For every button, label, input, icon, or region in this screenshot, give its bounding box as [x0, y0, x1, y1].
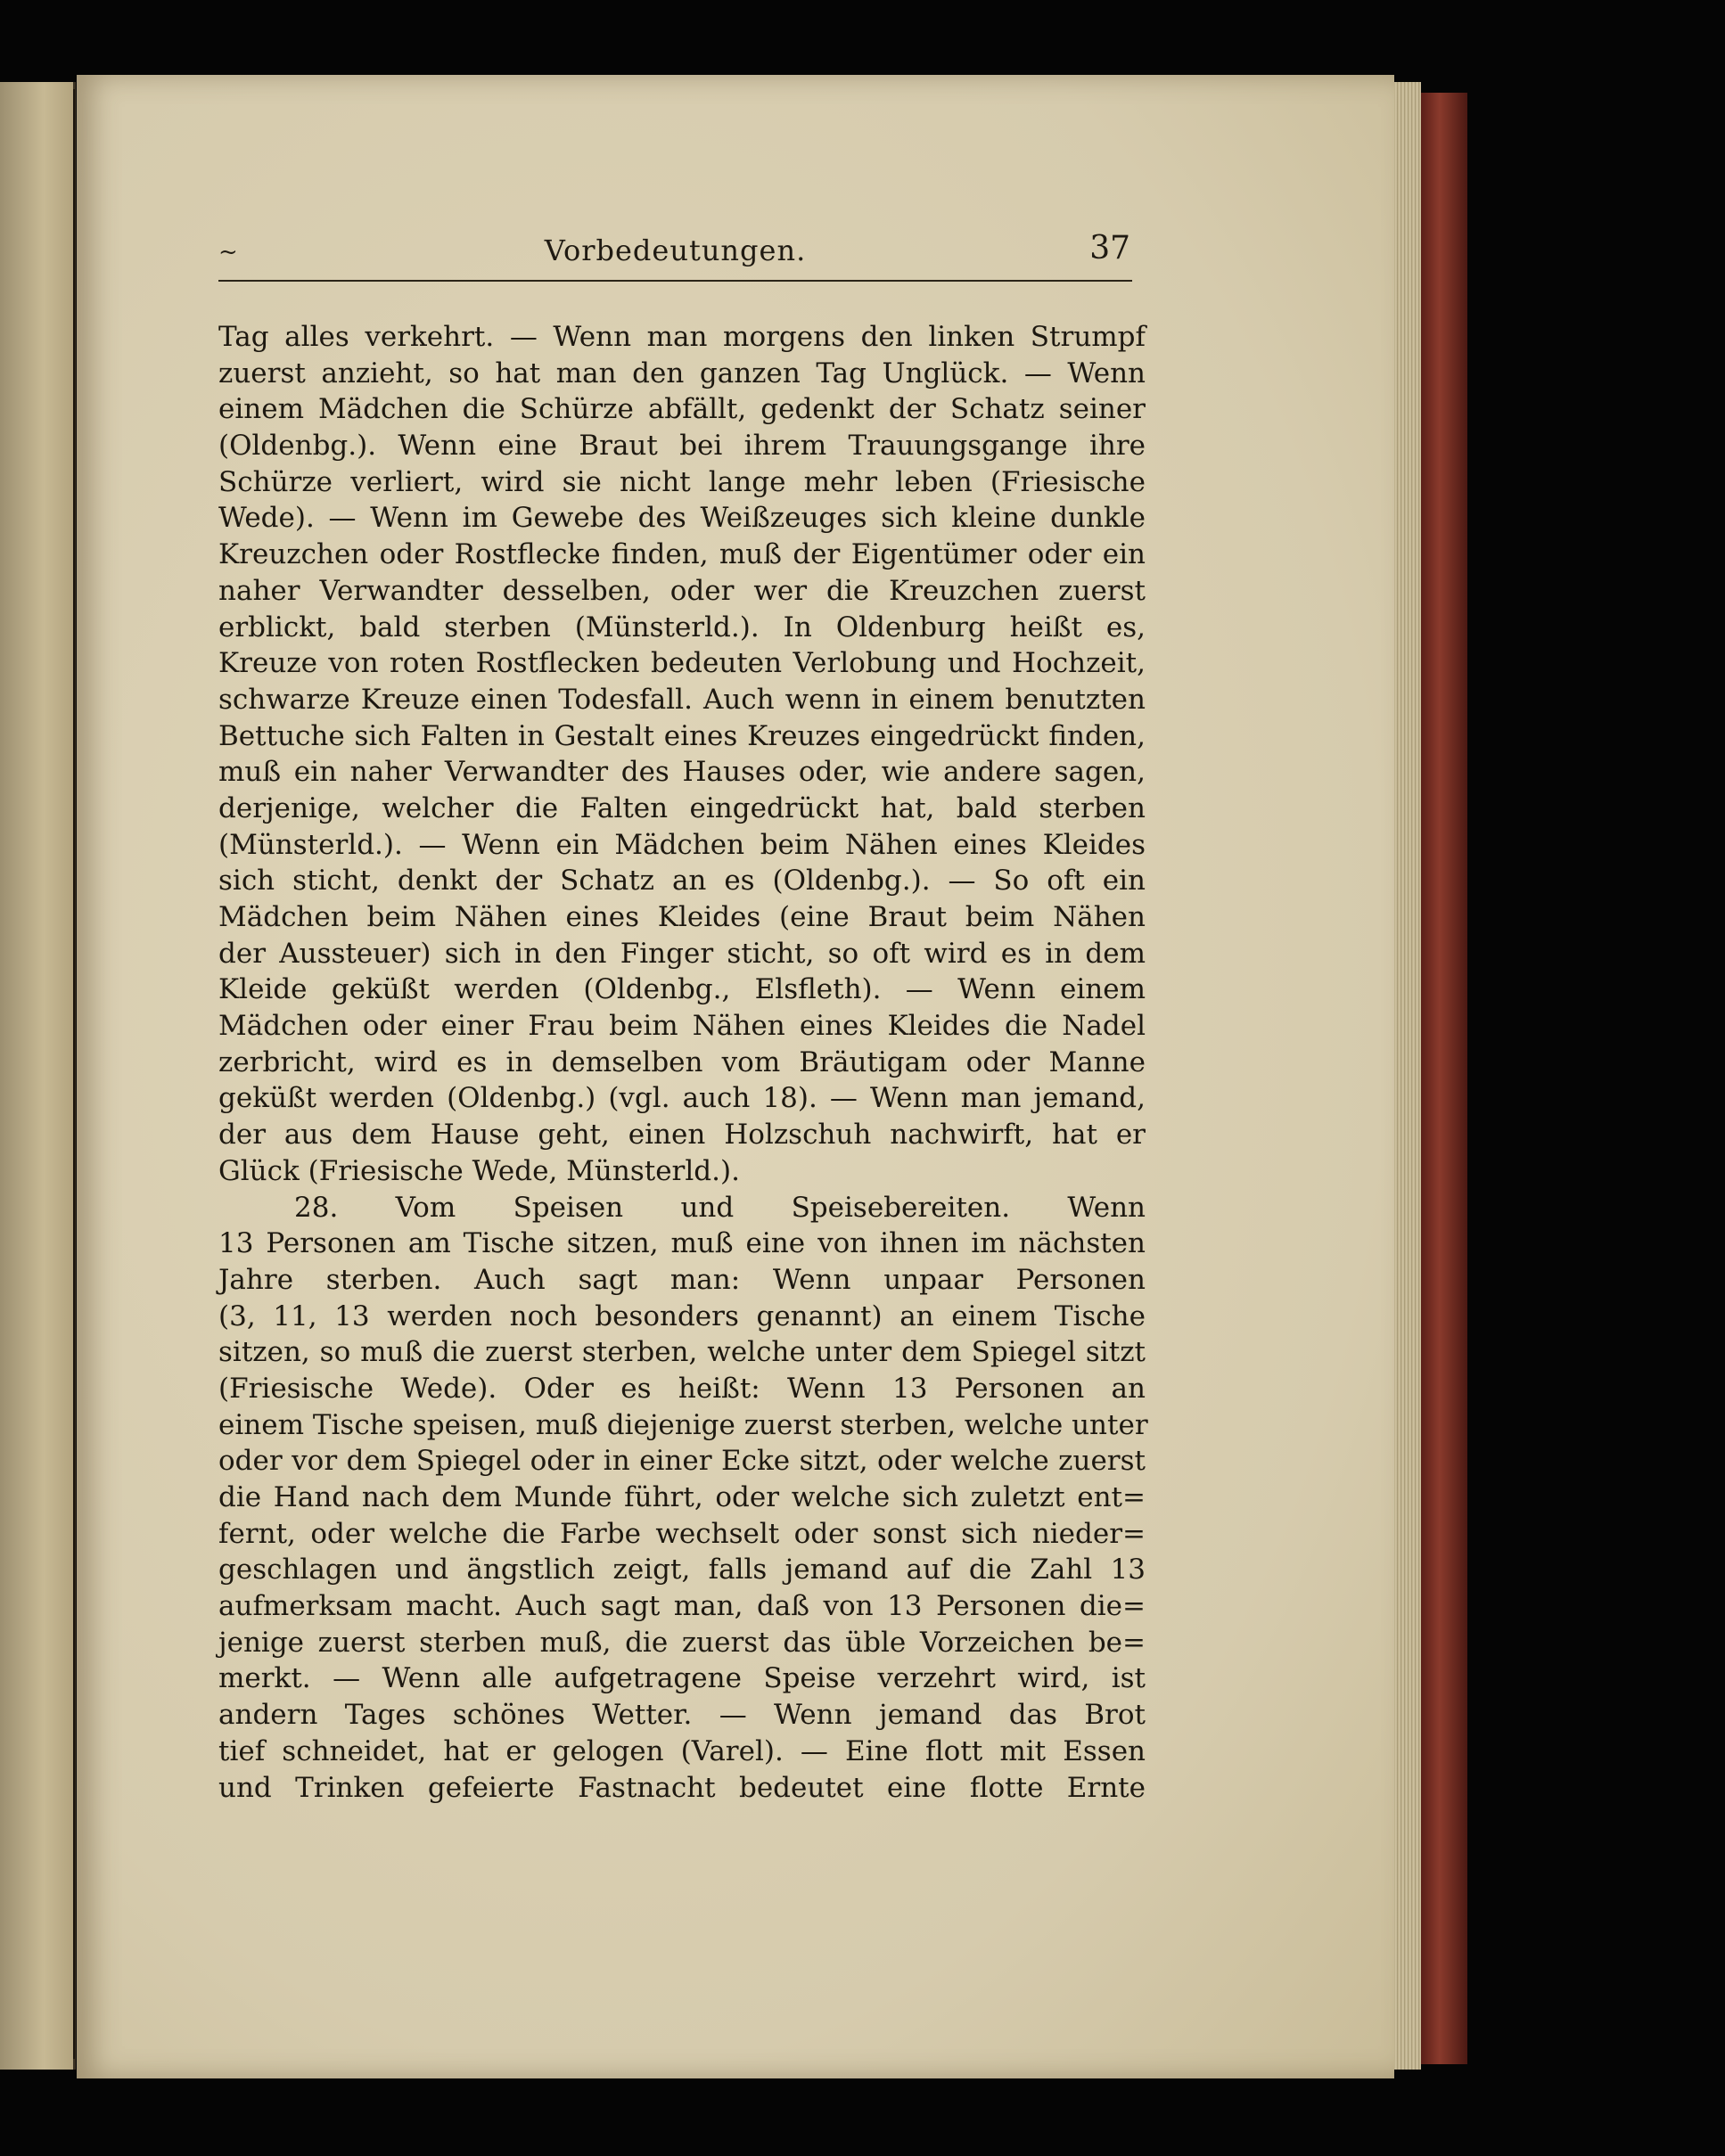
text-line: muß ein naher Verwandter des Hauses oder, wie andere sagen,	[218, 756, 1146, 789]
running-header	[218, 230, 1132, 282]
text-line: oder vor dem Spiegel oder in einer Ecke sitzt, oder welche zuerst	[218, 1445, 1146, 1478]
text-line: merkt. — Wenn alle aufgetragene Speise verzehrt wird, ist	[218, 1662, 1146, 1695]
text-line: aufmerksam macht. Auch sagt man, daß von 13 Personen die=	[218, 1590, 1146, 1623]
text-line: Tag alles verkehrt. — Wenn man morgens den linken Strumpf	[218, 321, 1146, 353]
text-line: einem Tische speisen, muß diejenige zuerst sterben, welche unter	[218, 1408, 1148, 1441]
body-text	[218, 319, 1146, 1806]
text-line: fernt, oder welche die Farbe wechselt oder sonst sich nieder=	[218, 1517, 1146, 1550]
text-line: schwarze Kreuze einen Todesfall. Auch wenn in einem benutzten	[218, 683, 1146, 716]
text-line: geschlagen und ängstlich zeigt, falls jemand auf die Zahl 13	[218, 1553, 1146, 1586]
text-line: naher Verwandter desselben, oder wer die Kreuzchen zuerst	[218, 574, 1146, 607]
text-line: zerbricht, wird es in demselben vom Bräutigam oder Manne	[218, 1045, 1146, 1078]
text-line: Kleide geküßt werden (Oldenbg., Elsfleth). — Wenn einem	[218, 973, 1146, 1006]
text-line: Kreuzchen oder Rostflecke finden, muß der Eigentümer oder ein	[218, 538, 1146, 571]
running-title: Vorbedeutungen.	[544, 234, 807, 267]
text-line: zuerst anzieht, so hat man den ganzen Tag Unglück. — Wenn	[218, 357, 1146, 389]
text-line: Schürze verliert, wird sie nicht lange mehr leben (Friesische	[218, 465, 1146, 498]
text-line: erblickt, bald sterben (Münsterld.). In Oldenburg heißt es,	[218, 611, 1146, 644]
text-line: (3, 11, 13 werden noch besonders genannt) an einem Tische	[218, 1299, 1146, 1332]
text-line: die Hand nach dem Munde führt, oder welche sich zuletzt ent=	[218, 1481, 1146, 1513]
text-line: jenige zuerst sterben muß, die zuerst das üble Vorzeichen be=	[218, 1626, 1146, 1659]
header-ornament: ~	[218, 239, 238, 266]
text-line: derjenige, welcher die Falten eingedrückt hat, bald sterben	[218, 791, 1146, 824]
text-line: (Oldenbg.). Wenn eine Braut bei ihrem Trauungsgange ihre	[218, 430, 1146, 463]
text-line: der Aussteuer) sich in den Finger sticht, so oft wird es in dem	[218, 937, 1146, 970]
section-heading-line: 28. Vom Speisen und Speisebereiten. Wenn	[294, 1191, 1146, 1224]
text-line: geküßt werden (Oldenbg.) (vgl. auch 18). — Wenn man jemand,	[218, 1082, 1146, 1115]
text-line: der aus dem Hause geht, einen Holzschuh nachwirft, hat er	[218, 1119, 1146, 1152]
text-line: (Friesische Wede). Oder es heißt: Wenn 13 Personen an	[218, 1372, 1146, 1405]
text-line: Mädchen beim Nähen eines Kleides (eine Braut beim Nähen	[218, 901, 1146, 933]
page-number: 37	[1089, 230, 1130, 266]
text-line: Glück (Friesische Wede, Münsterld.).	[218, 1154, 740, 1187]
text-line: Bettuche sich Falten in Gestalt eines Kreuzes eingedrückt finden,	[218, 719, 1146, 752]
text-line: Mädchen oder einer Frau beim Nähen eines Kleides die Nadel	[218, 1010, 1146, 1043]
left-page-edge	[0, 82, 76, 2070]
text-line: tief schneidet, hat er gelogen (Varel). — Eine flott mit Essen	[218, 1734, 1146, 1767]
text-line: sitzen, so muß die zuerst sterben, welche unter dem Spiegel sitzt	[218, 1336, 1146, 1369]
text-line: einem Mädchen die Schürze abfällt, gedenkt der Schatz seiner	[218, 393, 1146, 426]
text-line: Wede). — Wenn im Gewebe des Weißzeuges sich kleine dunkle	[218, 502, 1146, 535]
text-line: 13 Personen am Tische sitzen, muß eine von ihnen im nächsten	[218, 1227, 1146, 1260]
book-cover-edge	[1421, 93, 1467, 2064]
text-line: (Münsterld.). — Wenn ein Mädchen beim Nähen eines Kleides	[218, 828, 1146, 861]
text-line: andern Tages schönes Wetter. — Wenn jemand das Brot	[218, 1699, 1146, 1732]
text-line: und Trinken gefeierte Fastnacht bedeutet eine flotte Ernte	[218, 1771, 1146, 1804]
text-line: Jahre sterben. Auch sagt man: Wenn unpaar Personen	[218, 1263, 1146, 1296]
text-line: sich sticht, denkt der Schatz an es (Oldenbg.). — So oft ein	[218, 865, 1146, 898]
book-gutter	[73, 89, 75, 2059]
page-edges	[1394, 82, 1421, 2070]
text-line: Kreuze von roten Rostflecken bedeuten Verlobung und Hochzeit,	[218, 647, 1146, 680]
